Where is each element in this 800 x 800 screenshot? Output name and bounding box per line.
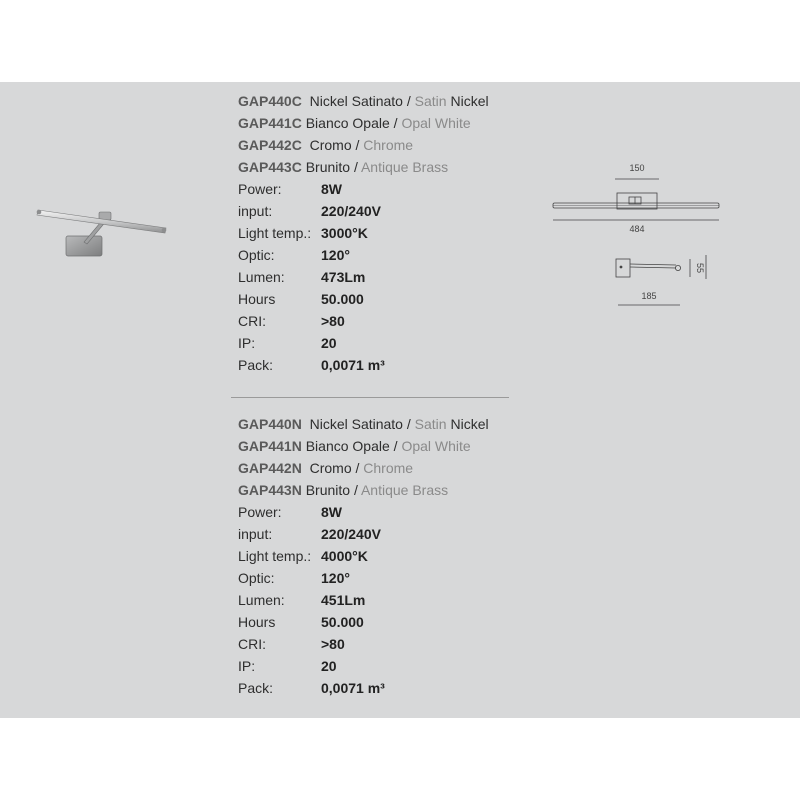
model-line: GAP442N Cromo / Chrome (238, 460, 414, 476)
spec-row-hours: Hours 50.000 (238, 614, 364, 630)
spec-row-cri: CRI: >80 (238, 313, 345, 329)
model-line: GAP440C Nickel Satinato / Satin Nickel (238, 93, 489, 109)
spec-row-hours: Hours 50.000 (238, 291, 364, 307)
section-divider (231, 397, 509, 398)
dimension-depth: 185 (641, 291, 657, 301)
spec-row-ip: IP: 20 (238, 658, 337, 674)
spec-row-pack: Pack: 0,0071 m³ (238, 357, 385, 373)
model-line: GAP443N Brunito / Antique Brass (238, 482, 449, 498)
spec-row-optic: Optic: 120° (238, 570, 350, 586)
model-line: GAP443C Brunito / Antique Brass (238, 159, 449, 175)
spec-row-power: Power: 8W (238, 504, 342, 520)
spec-row-lumen: Lumen: 473Lm (238, 269, 366, 285)
spec-row-optic: Optic: 120° (238, 247, 350, 263)
dimension-drawing (545, 157, 730, 307)
dimension-top-width: 150 (629, 163, 645, 173)
spec-row-input: input: 220/240V (238, 526, 381, 542)
model-line: GAP441C Bianco Opale / Opal White (238, 115, 471, 131)
dimension-length: 484 (629, 224, 645, 234)
spec-row-ip: IP: 20 (238, 335, 337, 351)
dimension-height: 55 (695, 262, 705, 274)
spec-block-3000k (238, 90, 489, 376)
spec-row-pack: Pack: 0,0071 m³ (238, 680, 385, 696)
lamp-product-image (30, 192, 180, 262)
model-line: GAP440N Nickel Satinato / Satin Nickel (238, 416, 489, 432)
spec-block-4000k (238, 413, 489, 699)
spec-row-light-temp: Light temp.: 3000°K (238, 225, 368, 241)
model-line: GAP441N Bianco Opale / Opal White (238, 438, 471, 454)
spec-row-input: input: 220/240V (238, 203, 381, 219)
model-line: GAP442C Cromo / Chrome (238, 137, 414, 153)
spec-row-power: Power: 8W (238, 181, 342, 197)
spec-row-cri: CRI: >80 (238, 636, 345, 652)
spec-row-light-temp: Light temp.: 4000°K (238, 548, 368, 564)
product-panel (0, 82, 800, 718)
spec-row-lumen: Lumen: 451Lm (238, 592, 366, 608)
